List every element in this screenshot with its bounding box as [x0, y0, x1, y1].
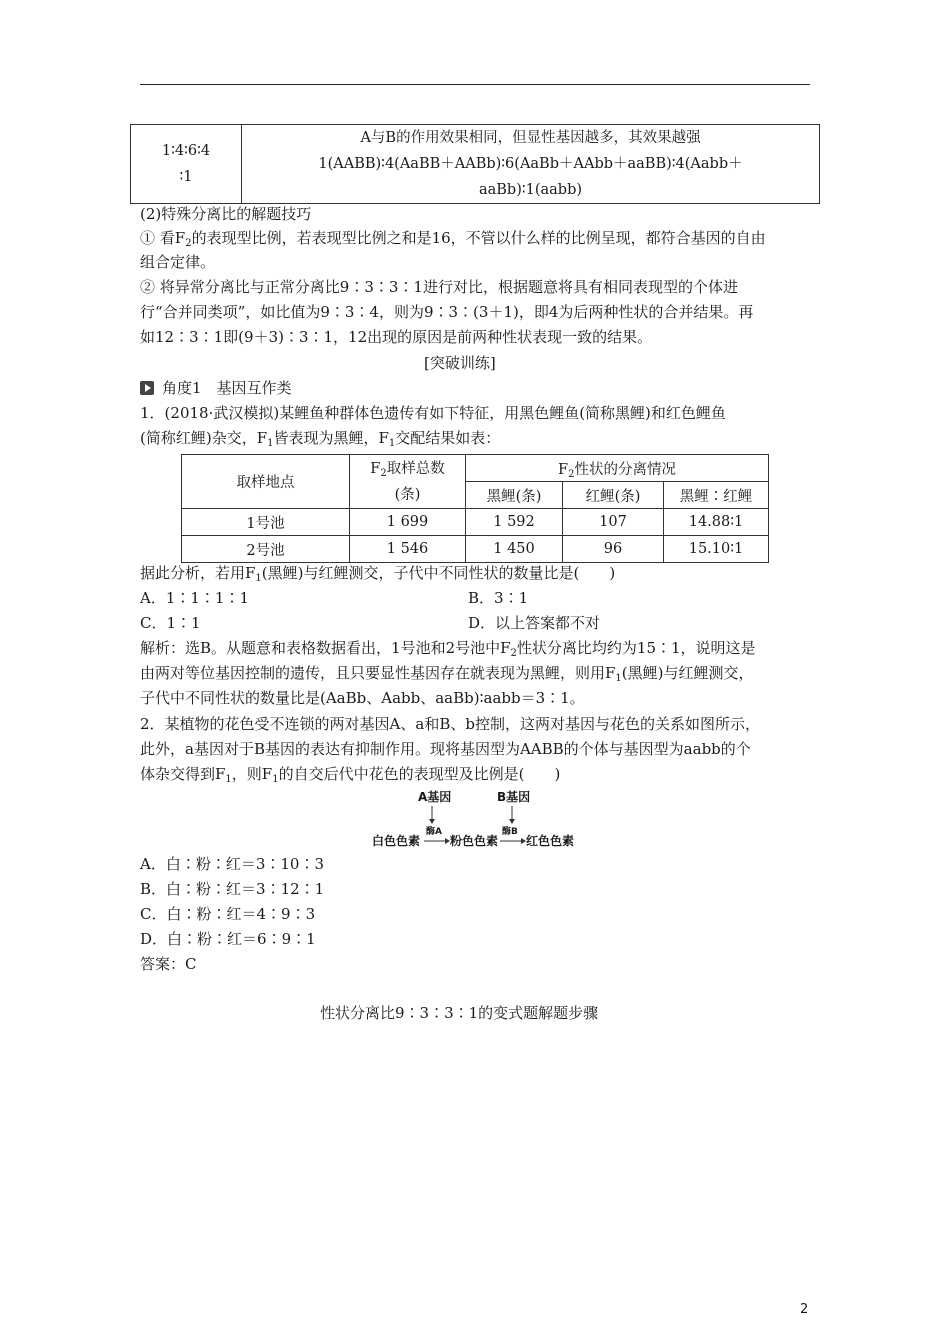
table-row	[182, 536, 769, 563]
q2-stem-line-1: 2．某植物的花色受不连锁的两对基因A、a和B、b控制，这两对基因与花色的关系如图所示，	[140, 715, 760, 733]
cell-black: 1 450	[466, 536, 563, 563]
gene-a-label: A基因	[418, 790, 452, 804]
text-span: ，则F	[231, 765, 273, 783]
q2-stem-line-2: 此外，a基因对于B基因的表达有抑制作用。现将基因型为AABB的个体与基因型为aabb的个	[140, 740, 751, 758]
q1-option-c: C．1∶1	[140, 614, 201, 632]
ratio-description-cell	[242, 125, 820, 204]
text-span: 皆表现为黑鲤，F	[273, 429, 389, 447]
cell-ratio: 14.88∶1	[664, 509, 769, 536]
text-span: 体杂交得到F	[140, 765, 226, 783]
white-pigment-label: 白色色素	[372, 834, 421, 848]
text-span: F	[370, 460, 381, 477]
subscript: 1	[388, 438, 396, 449]
text-span: (简称红鲤)杂交，F	[140, 429, 268, 447]
text-span: 据此分析，若用F	[140, 564, 256, 582]
header-rule	[140, 84, 810, 85]
enzyme-b-label: 酶B	[502, 827, 518, 837]
cell-red: 96	[563, 536, 664, 563]
cell-ratio: 15.10∶1	[664, 536, 769, 563]
subscript: 1	[255, 573, 262, 584]
pigment-pathway-diagram	[370, 786, 590, 852]
q1-analysis-line-3: 子代中不同性状的数量比是(AaBb、Aabb、aaBb)∶aabb＝3∶1。	[140, 689, 585, 707]
tips-paragraph-2-line-3: 如12∶3∶1即(9＋3)∶3∶1，12出现的原因是前两种性状表现一致的结果。	[140, 328, 653, 346]
angle-label: 角度1 基因互作类	[162, 379, 292, 397]
enzyme-a-label: 酶A	[426, 827, 442, 837]
text-span: 的自交后代中花色的表现型及比例是( )	[278, 765, 561, 783]
subscript: 1	[615, 673, 622, 684]
ratio-cell	[131, 125, 242, 204]
ratio-desc-line-1: A与B的作用效果相同，但显性基因越多，其效果越强	[360, 130, 701, 146]
subscript: 1	[267, 438, 274, 449]
header-site: 取样地点	[182, 455, 350, 509]
carp-table	[181, 454, 769, 563]
ratio-line-2: ∶1	[179, 169, 193, 185]
cell-red: 107	[563, 509, 664, 536]
tips-paragraph-1	[140, 225, 766, 254]
ratio-line-1: 1∶4∶6∶4	[161, 143, 211, 159]
table-row	[182, 509, 769, 536]
q1-stem-line-1: 1．(2018·武汉模拟)某鲤鱼种群体色遗传有如下特征，用黑色鲤鱼(简称黑鲤)和红色鲤鱼	[140, 404, 726, 422]
q1-stem-line-2	[140, 425, 500, 454]
q1-option-d: D．以上答案都不对	[468, 614, 601, 632]
pink-pigment-label: 粉色色素	[450, 834, 499, 848]
subscript: 2	[185, 238, 192, 249]
tips-paragraph-2-line-2: 行“合并同类项”，如比值为9∶3∶4，则为9∶3∶(3＋1)，即4为后两种性状的合并结果。再	[140, 303, 754, 321]
play-icon	[140, 381, 154, 395]
q1-option-b: B．3∶1	[468, 589, 529, 607]
text-span: 交配结果如表：	[395, 429, 501, 447]
cell-total: 1 546	[350, 536, 466, 563]
angle-heading	[140, 375, 292, 401]
ratio-desc-line-2: 1(AABB)∶4(AaBB＋AABb)∶6(AaBb＋AAbb＋aaBB)∶4(Aabb＋	[318, 156, 743, 172]
text-span: 解析：选B。从题意和表格数据看出，1号池和2号池中F	[140, 639, 511, 657]
ratio-table	[130, 124, 820, 204]
subscript: 2	[380, 467, 387, 479]
text-span: 性状的分离情况	[574, 461, 676, 478]
subscript: 2	[510, 648, 517, 659]
subscript: 2	[568, 468, 575, 480]
header-separation	[466, 455, 769, 482]
q2-option-c: C．白∶粉∶红＝4∶9∶3	[140, 905, 316, 923]
text-span: (黑鲤)与红鲤测交，	[621, 664, 754, 682]
header-red: 红鲤(条)	[563, 482, 664, 509]
ratio-desc-line-3: aaBb)∶1(aabb)	[478, 182, 583, 198]
text-span: (条)	[394, 486, 421, 503]
tips-heading: (2)特殊分离比的解题技巧	[140, 205, 312, 223]
header-ratio: 黑鲤∶红鲤	[664, 482, 769, 509]
cell-black: 1 592	[466, 509, 563, 536]
text-span: F	[558, 461, 569, 478]
text-span: 性状分离比均约为15∶1，说明这是	[516, 639, 756, 657]
text-span: ① 看F	[140, 229, 186, 247]
text-span: 的表现型比例，若表现型比例之和是16，不管以什么样的比例呈现，都符合基因的自由	[191, 229, 766, 247]
gene-b-label: B基因	[497, 790, 531, 804]
q2-answer: 答案：C	[140, 955, 197, 973]
red-pigment-label: 红色色素	[526, 834, 575, 848]
q1-option-a: A．1∶1∶1∶1	[140, 589, 250, 607]
section-title: 性状分离比9∶3∶3∶1的变式题解题步骤	[320, 1004, 599, 1022]
tips-paragraph-2-line-1: ② 将异常分离比与正常分离比9∶3∶3∶1进行对比，根据题意将具有相同表现型的个体进	[140, 278, 738, 296]
q2-option-a: A．白∶粉∶红＝3∶10∶3	[140, 855, 325, 873]
header-total	[350, 455, 466, 509]
text-span: 由两对等位基因控制的遗传，且只要显性基因存在就表现为黑鲤，则用F	[140, 664, 616, 682]
header-black: 黑鲤(条)	[466, 482, 563, 509]
subscript: 1	[225, 774, 232, 785]
subscript: 1	[272, 774, 279, 785]
cell-site: 1号池	[182, 509, 350, 536]
text-span: 取样总数	[386, 460, 445, 477]
tips-paragraph-1-cont: 组合定律。	[140, 253, 216, 271]
training-title: [突破训练]	[424, 354, 496, 372]
cell-site: 2号池	[182, 536, 350, 563]
q2-option-d: D．白∶粉∶红＝6∶9∶1	[140, 930, 316, 948]
text-span: (黑鲤)与红鲤测交，子代中不同性状的数量比是( )	[261, 564, 616, 582]
q2-option-b: B．白∶粉∶红＝3∶12∶1	[140, 880, 325, 898]
page-number: 2	[800, 1302, 809, 1317]
cell-total: 1 699	[350, 509, 466, 536]
